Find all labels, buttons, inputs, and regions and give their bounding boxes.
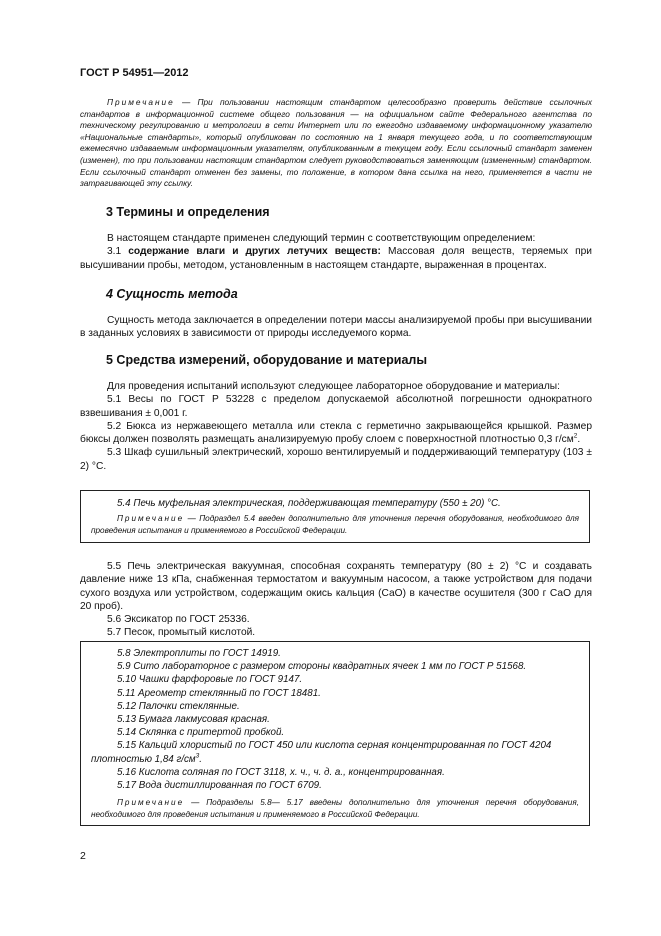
top-note xyxy=(80,97,592,190)
item-5-15 xyxy=(91,739,579,765)
item-5-9: 5.9 Сито лабораторное с размером стороны квадратных ячеек 1 мм по ГОСТ Р 51568. xyxy=(117,661,527,673)
section-3-title: 3 Термины и определения xyxy=(106,205,270,219)
item-5-2-text: 5.2 Бюкса из нержавеющего металла или стекла с герметично закрывающейся крышкой. Размер бюксы должен позволять размещать анализируемую пробу слоем с поверхностной плотностью 0,3 г/см xyxy=(80,420,592,446)
item-5-2 xyxy=(80,420,592,447)
addition-box-5-4 xyxy=(80,490,590,543)
section-4-text: Сущность метода заключается в определении потери массы анализируемой пробы при высушивании в заданных условиях в зависимости от природы исследуемого корма. xyxy=(80,315,592,340)
item-5-15-sup: 3 xyxy=(195,752,200,760)
section-4-title: 4 Сущность метода xyxy=(106,287,238,301)
box1-note xyxy=(91,513,579,536)
box2-note xyxy=(91,797,579,820)
item-5-8: 5.8 Электроплиты по ГОСТ 14919. xyxy=(117,648,281,659)
term-definition: Массовая доля веществ, теряемых при высушивании пробы, методом, установленным в настоящем стандарте, выраженная в процентах. xyxy=(80,246,592,271)
section-5-title: 5 Средства измерений, оборудование и материалы xyxy=(106,353,428,367)
box1-note-text: — Подраздел 5.4 введен дополнительно для уточнения перечня оборудования, необходимого для проведения испытания и применяемого в Российской Федерации. xyxy=(91,514,579,535)
section-4-body xyxy=(80,314,592,341)
item-5-2-end: . xyxy=(577,434,581,446)
item-5-11: 5.11 Ареометр стеклянный по ГОСТ 18481. xyxy=(117,687,321,699)
top-note-label: Примечание xyxy=(107,97,175,107)
item-5-16: 5.16 Кислота соляная по ГОСТ 3118, х. ч., ч. д. а., концентрированная. xyxy=(117,766,445,778)
item-5-15-text: 5.15 Кальций хлористый по ГОСТ 450 или кислота серная концентрированная по ГОСТ 4204 плотностью 1,84 г/см xyxy=(91,740,552,765)
item-5-4: 5.4 Печь муфельная электрическая, поддерживающая температуру (550 ± 20) °С. xyxy=(117,498,501,509)
page-number: 2 xyxy=(80,850,86,862)
item-5-15-end: . xyxy=(199,753,202,765)
item-5-14: 5.14 Склянка с притертой пробкой. xyxy=(117,727,285,739)
item-5-17: 5.17 Вода дистиллированная по ГОСТ 6709. xyxy=(117,780,322,792)
standard-header: ГОСТ Р 54951—2012 xyxy=(80,67,189,79)
section-5-intro: Для проведения испытаний используют следующее лабораторное оборудование и материалы: xyxy=(107,381,560,392)
item-5-7: 5.7 Песок, промытый кислотой. xyxy=(107,627,256,639)
section-3-intro: В настоящем стандарте применен следующий термин с соответствующим определением: xyxy=(107,233,536,244)
term-3-1 xyxy=(80,245,592,272)
item-5-13: 5.13 Бумага лакмусовая красная. xyxy=(117,714,270,726)
item-5-3: 5.3 Шкаф сушильный электрический, хорошо вентилируемый и поддерживающий температуру (103 ± 2) °С. xyxy=(80,447,592,472)
item-5-10: 5.10 Чашки фарфоровые по ГОСТ 9147. xyxy=(117,674,303,686)
item-5-6: 5.6 Эксикатор по ГОСТ 25336. xyxy=(107,614,250,626)
box2-note-label: Примечание xyxy=(117,798,185,808)
item-5-5: 5.5 Печь электрическая вакуумная, способная сохранять температуру (80 ± 2) °С и создавать давление ниже 13 кПа, снабженная термостатом и вакуумным насосом, а также устройством для подачи сухого воздуха или устройством, содержащим окись кальция (СаО) в качестве осушителя (300 г СаО для 20 проб). xyxy=(80,561,592,612)
box1-note-label: Примечание xyxy=(117,514,185,524)
section-3-body xyxy=(80,232,592,272)
box2-note-text: — Подразделы 5.8— 5.17 введены дополнительно для уточнения перечня оборудования, необходимого для проведения испытания и применяемого в Российской Федерации. xyxy=(91,798,579,819)
section-5-body-a xyxy=(80,380,592,473)
addition-box-5-8-5-17 xyxy=(80,641,590,826)
term-number: 3.1 xyxy=(107,246,122,258)
top-note-text: — При пользовании настоящим стандартом целесообразно проверить действие ссылочных стандартов в информационной системе общего пользования — на официальном сайте Федерального агентства по техническому регулированию и метрологии в сети Интернет или по ежегодно издаваемому информационному указателю «Национальные стандарты», который опубликован по состоянию на 1 января текущего года, и по соответствующим ежемесячно издаваемым информационным указателям, опубликованным в текущем году. Если ссылочный стандарт заменен (изменен), то при пользовании настоящим стандартом следует руководствоваться заменяющим (измененным) стандартом. Если ссылочный стандарт отменен без замены, то положение, в котором дана ссылка на него, применяется в части не затрагивающей эту ссылку. xyxy=(80,97,592,189)
section-5-body-b xyxy=(80,560,592,640)
item-5-12: 5.12 Палочки стеклянные. xyxy=(117,700,240,712)
item-5-2-sup: 2 xyxy=(573,432,578,440)
term-name: содержание влаги и других летучих веществ: xyxy=(128,246,381,258)
item-5-1: 5.1 Весы по ГОСТ Р 53228 с пределом допускаемой абсолютной погрешности однократного взвешивания ± 0,001 г. xyxy=(80,394,592,419)
